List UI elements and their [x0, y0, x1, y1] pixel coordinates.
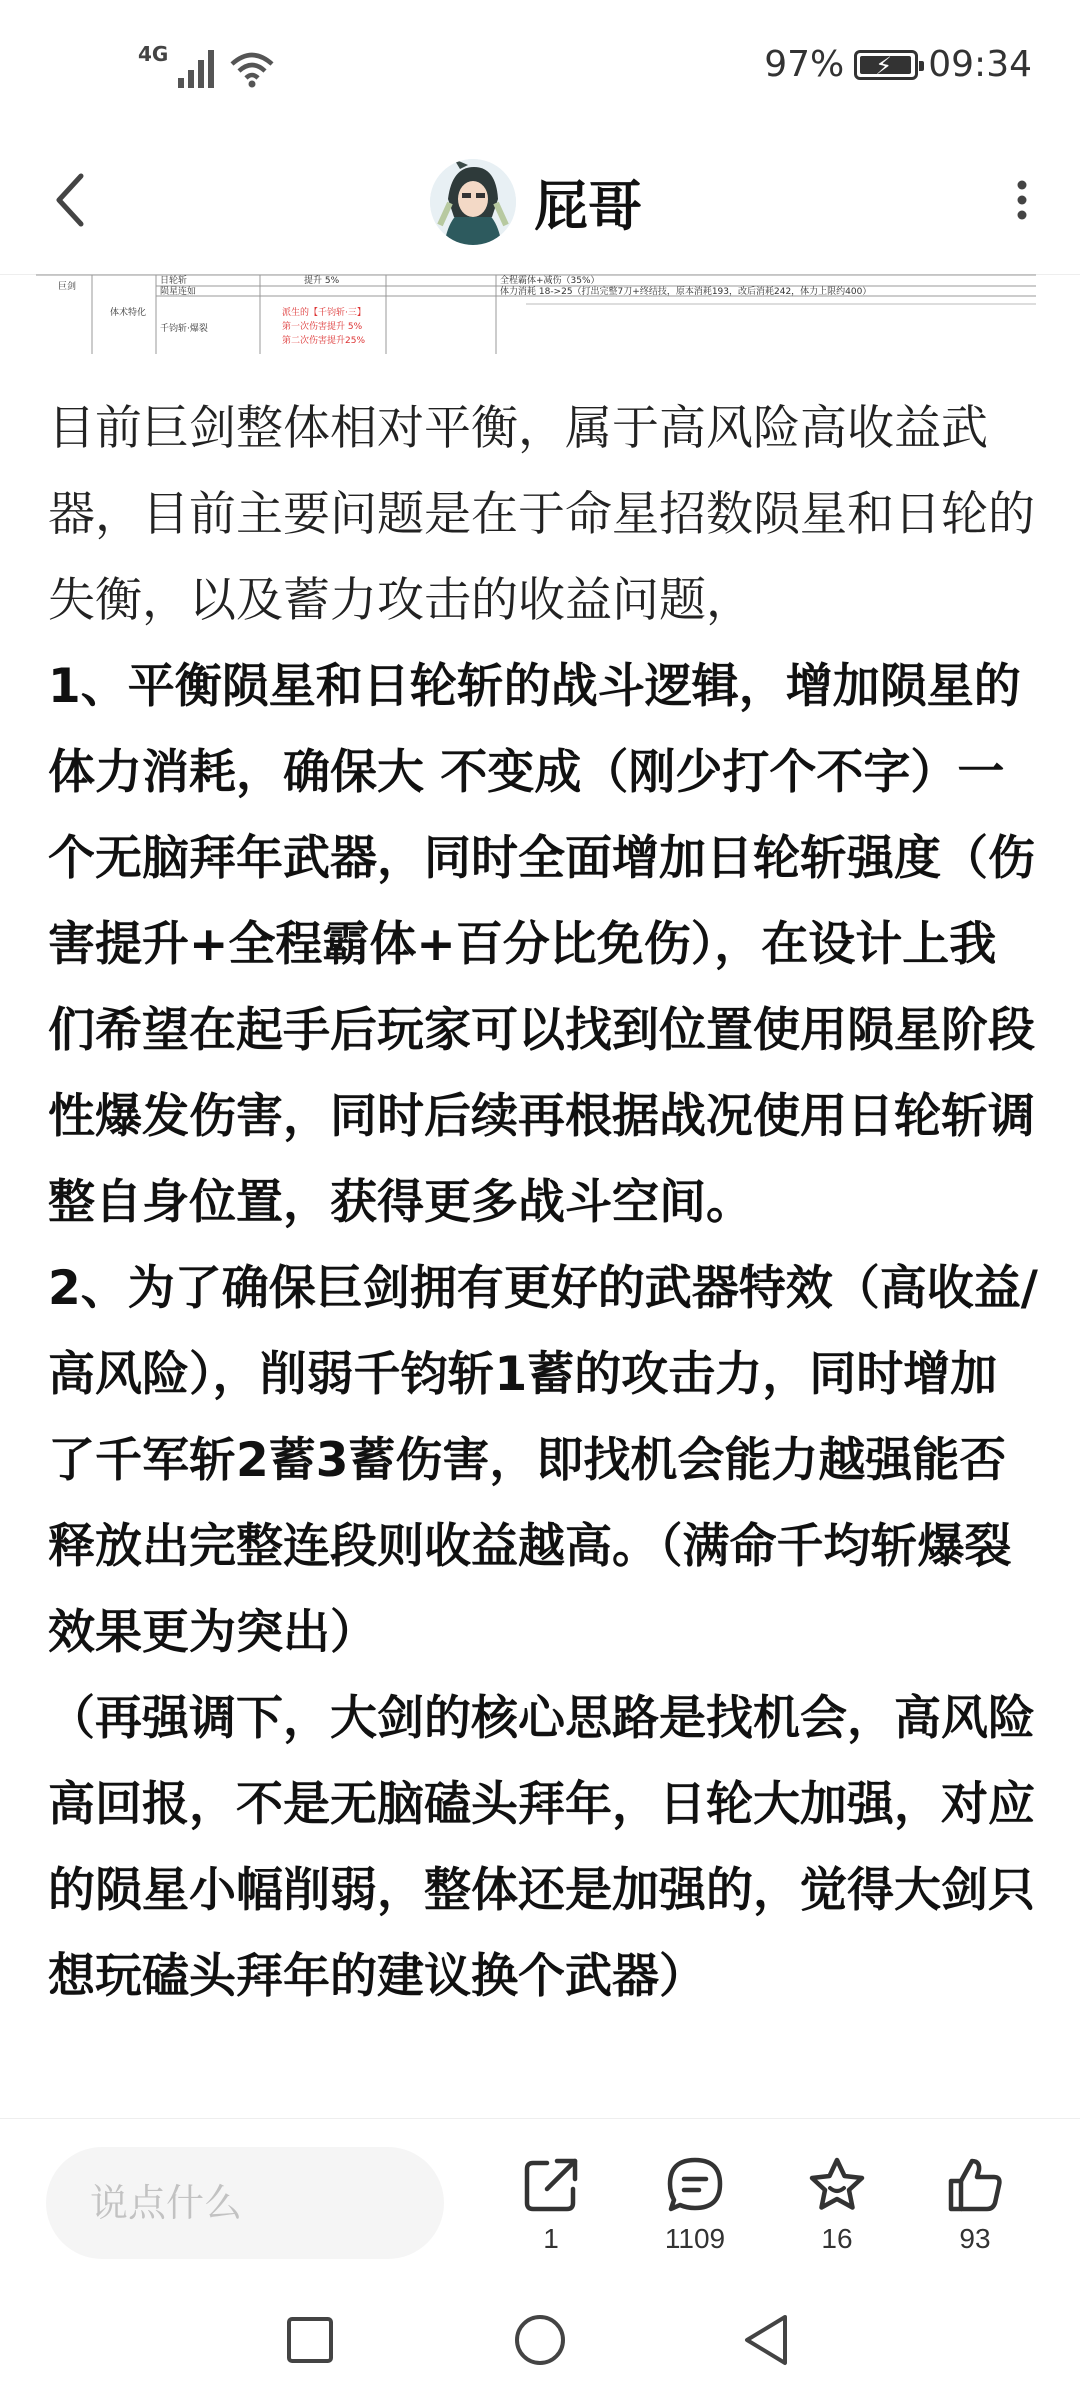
thumbs-up-icon — [945, 2155, 1005, 2215]
share-icon — [521, 2155, 581, 2215]
article-paragraph: 目前巨剑整体相对平衡，属于高风险高收益武器，目前主要问题是在于命星招数陨星和日轮的失衡，以及蓄力攻击的收益问题， — [48, 401, 1035, 628]
table-cell: 提升 5% — [304, 276, 340, 286]
triangle-back-icon — [741, 2313, 791, 2367]
table-cell: 全程霸体+减伤（35%） — [500, 276, 600, 286]
like-button[interactable] — [920, 2155, 1030, 2255]
status-right — [764, 44, 1032, 85]
avatar-character-icon — [430, 159, 516, 245]
back-button[interactable] — [40, 160, 100, 240]
table-cell: 第一次伤害提升 5% — [282, 322, 363, 332]
table-cell: 日轮斩 — [160, 276, 188, 286]
share-button[interactable] — [496, 2155, 606, 2255]
comment-input[interactable] — [46, 2147, 444, 2259]
like-count: 93 — [959, 2223, 991, 2254]
more-button[interactable] — [992, 160, 1052, 240]
author-info[interactable] — [430, 152, 642, 252]
home-button[interactable] — [500, 2300, 580, 2380]
clock: 09:34 — [928, 44, 1032, 85]
star-icon — [806, 2155, 868, 2215]
table-cell: 陨星连如 — [160, 287, 197, 297]
signal-icon — [178, 50, 220, 88]
table-cell: 体力消耗 18->25（打出完整7刀+终结技，原本消耗193，改后消耗242，体力上限约400） — [500, 287, 872, 297]
wifi-icon — [230, 52, 274, 88]
comment-count: 1109 — [664, 2223, 726, 2254]
more-vertical-icon — [1016, 180, 1028, 220]
action-bar — [0, 2118, 1080, 2278]
avatar[interactable] — [430, 159, 516, 245]
status-bar — [0, 0, 1080, 130]
square-icon — [286, 2316, 334, 2364]
article-paragraph: 1、平衡陨星和日轮斩的战斗逻辑，增加陨星的体力消耗，确保大 不变成（刚少打个不字）一个无脑拜年武器，同时全面增加日轮斩强度（伤害提升+全程霸体+百分比免伤），在设计上我们希望在起手后玩家可以找到位置使用陨星阶段性爆发伤害，同时后续再根据战况使用日轮斩调整自身位置，获得更多战斗空间。 — [48, 659, 1035, 1230]
system-nav-bar — [0, 2280, 1080, 2400]
battery-icon: ⚡ — [854, 50, 918, 80]
recent-apps-button[interactable] — [270, 2300, 350, 2380]
signal-group — [138, 40, 274, 88]
system-back-button[interactable] — [726, 2300, 806, 2380]
article-body — [48, 386, 1038, 2020]
favorite-count: 16 — [821, 2223, 853, 2254]
post-header — [0, 130, 1080, 275]
article-paragraph: （再强调下，大剑的核心思路是找机会，高风险高回报，不是无脑磕头拜年，日轮大加强，对应的陨星小幅削弱，整体还是加强的，觉得大剑只想玩磕头拜年的建议换个武器） — [48, 1691, 1035, 2004]
chevron-left-icon — [53, 172, 87, 228]
share-count: 1 — [543, 2223, 559, 2254]
table-cell: 千钧斩·爆裂 — [160, 324, 208, 334]
table-cell: 第二次伤害提升25% — [282, 336, 366, 346]
comment-button[interactable] — [640, 2155, 750, 2255]
favorite-button[interactable] — [782, 2155, 892, 2255]
table-snippet-image — [36, 272, 1036, 354]
circle-icon — [513, 2313, 567, 2367]
table-cell: 派生的【千钧斩·三】 — [282, 308, 366, 318]
author-name[interactable]: 屁哥 — [534, 174, 642, 238]
table-cell: 体术特化 — [110, 308, 147, 318]
table-cell: 巨剑 — [58, 282, 77, 292]
network-type: 4G — [138, 42, 169, 66]
article-paragraph: 2、为了确保巨剑拥有更好的武器特效（高收益/高风险），削弱千钧斩1蓄的攻击力，同时增加了千军斩2蓄3蓄伤害，即找机会能力越强能否释放出完整连段则收益越高。（满命千均斩爆裂效果更为突出） — [48, 1261, 1038, 1660]
battery-percent: 97% — [764, 44, 845, 85]
comment-icon — [665, 2155, 725, 2215]
